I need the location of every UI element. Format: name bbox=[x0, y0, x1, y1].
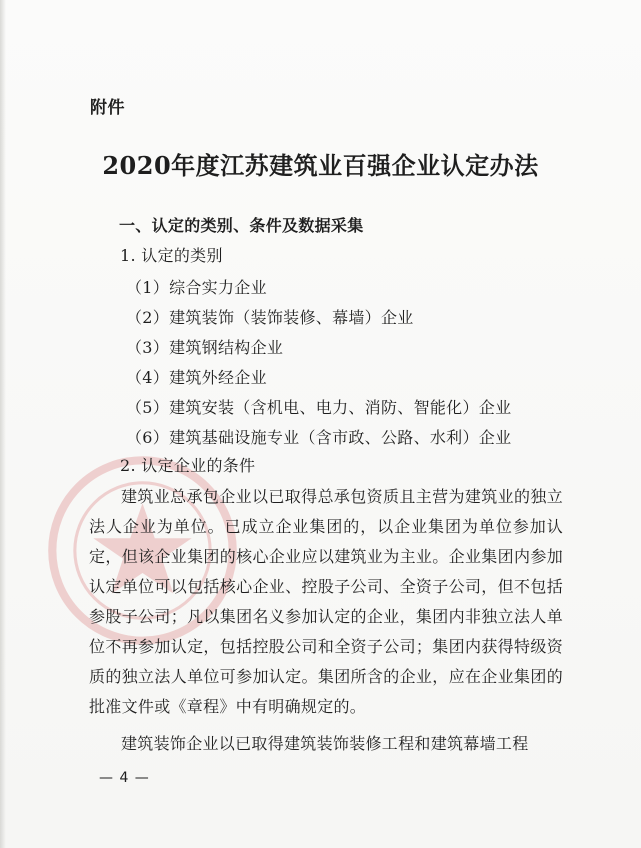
list-item: （4）建筑外经企业 bbox=[126, 368, 267, 387]
paragraph-decoration-enterprise: 建筑装饰企业以已取得建筑装饰装修工程和建筑幕墙工程 bbox=[121, 734, 529, 753]
section-heading-1: 一、认定的类别、条件及数据采集 bbox=[119, 216, 364, 235]
list-item: （3）建筑钢结构企业 bbox=[126, 338, 284, 357]
list-item: （6）建筑基础设施专业（含市政、公路、水利）企业 bbox=[126, 428, 512, 447]
list-item: （5）建筑安装（含机电、电力、消防、智能化）企业 bbox=[126, 398, 512, 417]
list-item: （1）综合实力企业 bbox=[126, 278, 267, 297]
page-number: — 4 — bbox=[99, 770, 150, 786]
subheading-categories: 1. 认定的类别 bbox=[120, 246, 223, 265]
subheading-conditions: 2. 认定企业的条件 bbox=[120, 456, 256, 475]
list-item: （2）建筑装饰（装饰装修、幕墙）企业 bbox=[126, 308, 414, 327]
page-shadow bbox=[0, 0, 6, 848]
attachment-label: 附件 bbox=[90, 98, 125, 118]
category-list bbox=[126, 273, 511, 453]
paragraph-general-contractor: 建筑业总承包企业以已取得总承包资质且主营为建筑业的独立法人企业为单位。已成立企业集团的，以企业集团为单位参加认定，但该企业集团的核心企业应以建筑业为主业。企业集团内参加认定单位可以包括核心企业、控股子公司、全资子公司，但不包括参股子公司；凡以集团名义参加认定的企业，集团内非独立法人单位不再参加认定，包括控股公司和全资子公司；集团内获得特级资质的独立法人单位可参加认定。集团所含的企业，应在企业集团的批准文件或《章程》中有明确规定的。 bbox=[89, 487, 563, 716]
document-title: 2020年度江苏建筑业百强企业认定办法 bbox=[102, 151, 539, 180]
